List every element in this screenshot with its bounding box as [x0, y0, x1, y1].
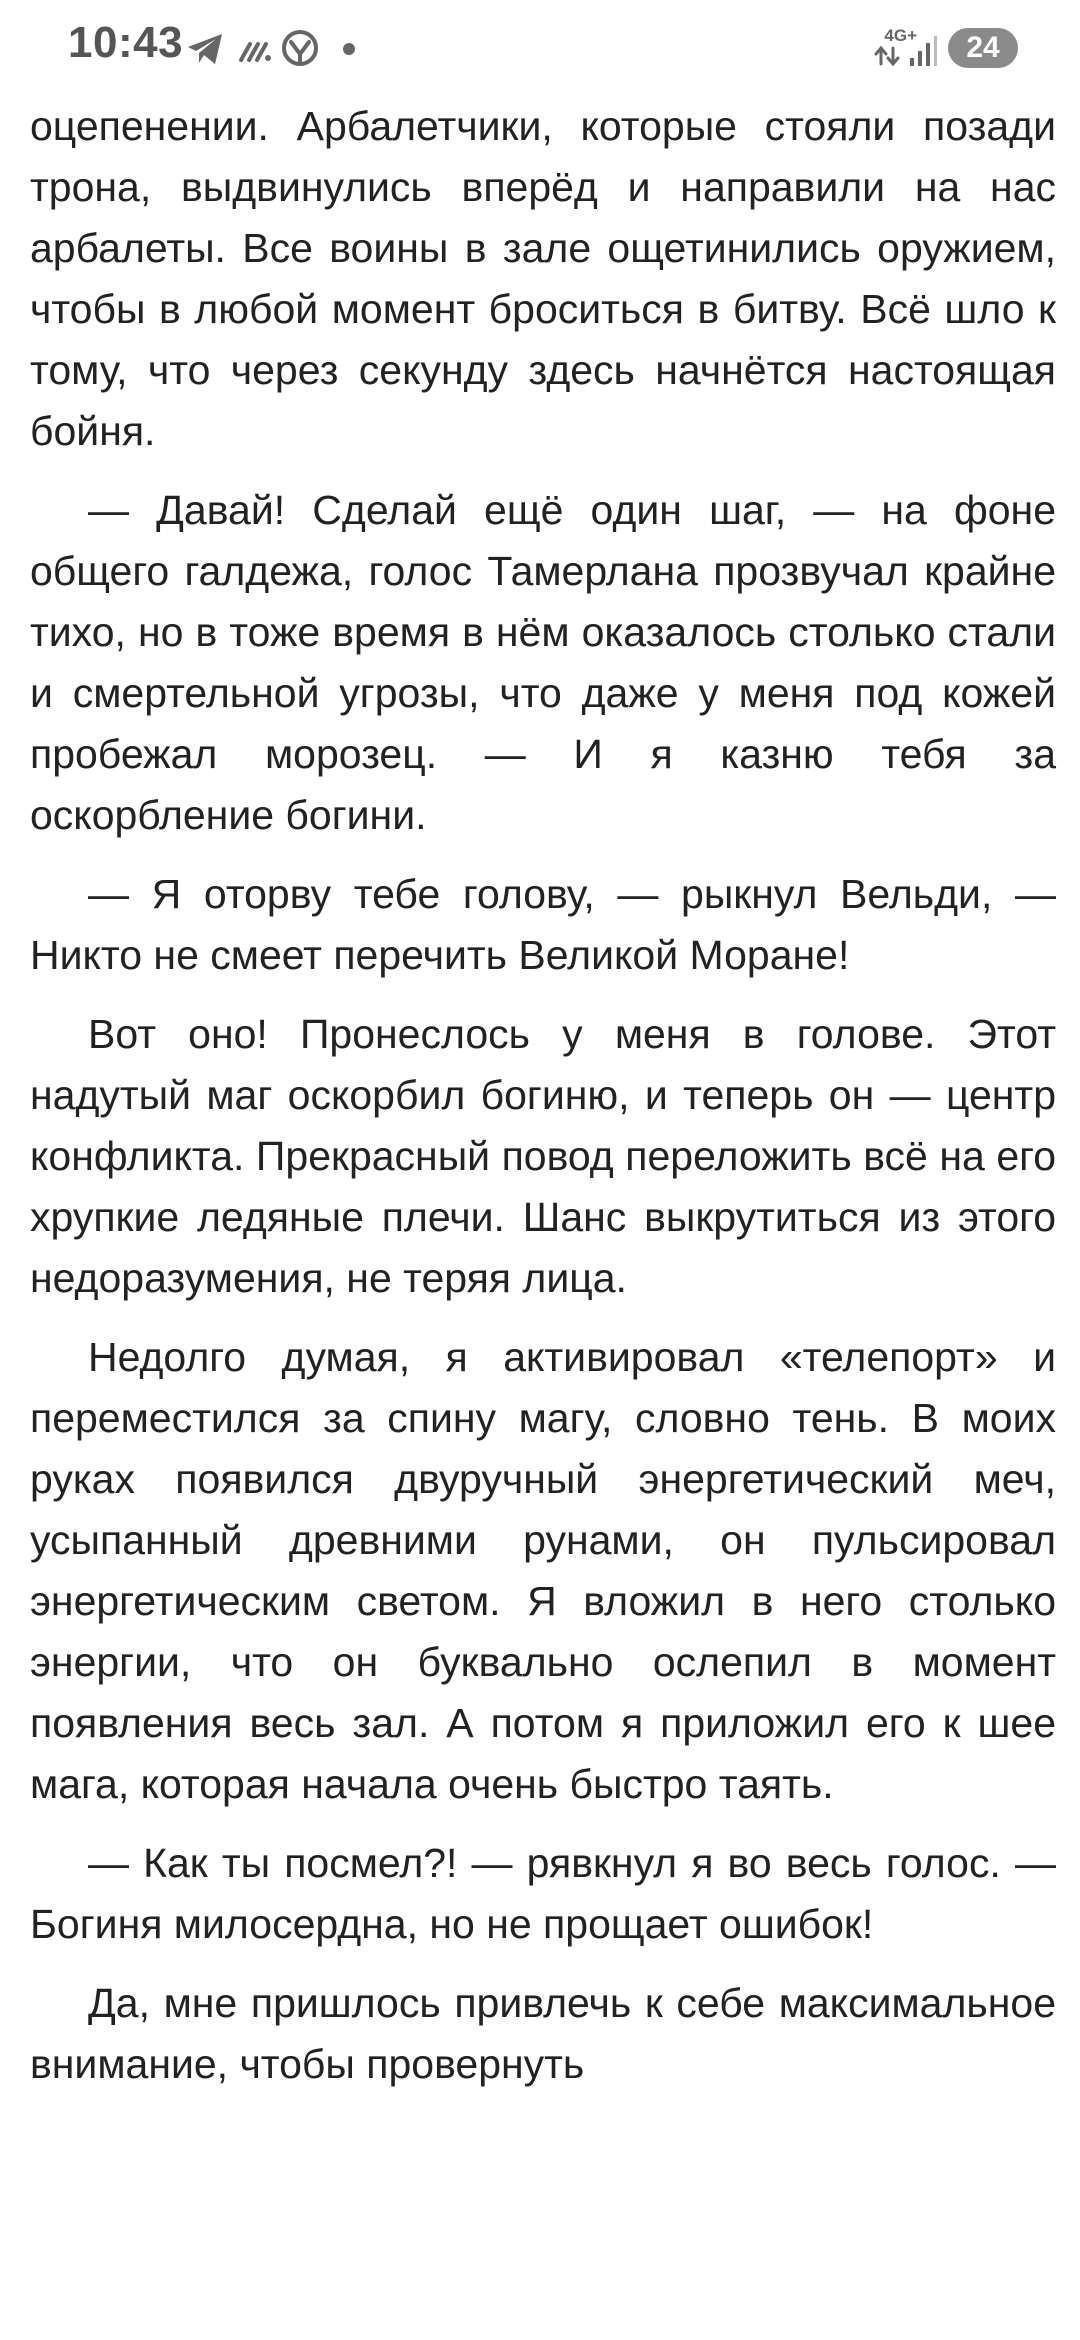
paragraph: оцепенении. Арбалетчики, которые стояли позади трона, выдвинулись вперёд и направили на нас арбалеты. Все воины в зале ощетинились оружием, чтобы в любой момент броситься в битву. Всё шло к тому, что через секунду здесь начнётся настоящая бойня. [30, 103, 1056, 454]
data-arrows-icon [874, 46, 900, 90]
reader-content [30, 96, 1056, 2113]
telegram-icon [186, 32, 224, 76]
battery-icon: 24 [948, 28, 1018, 68]
paragraph: Да, мне пришлось привлечь к себе максимальное внимание, чтобы провернуть [30, 1980, 1056, 2087]
status-clock: 10:43 [68, 18, 184, 67]
paragraph: Вот оно! Пронеслось у меня в голове. Этот надутый маг оскорбил богиню, и теперь он — центр конфликта. Прекрасный повод переложить всё на его хрупкие ледяные плечи. Шанс выкрутиться из этого недоразумения, не теряя лица. [30, 1011, 1056, 1301]
paragraph: Недолго думая, я активировал «телепорт» и переместился за спину магу, словно тень. В моих руках появился двуручный энергетический меч, усыпанный древними рунами, он пульсировал энергетическим светом. Я вложил в него столько энергии, что он буквально ослепил в момент появления весь зал. А потом я приложил его к шее мага, которая начала очень быстро таять. [30, 1334, 1056, 1807]
paragraph: — Я оторву тебе голову, — рыкнул Вельди, — Никто не смеет перечить Великой Моране! [30, 871, 1056, 978]
network-type-label: 4G+ [884, 26, 917, 45]
app-notification-icon [280, 28, 320, 72]
dot-icon [342, 42, 356, 86]
paragraph: — Как ты посмел?! — рявкнул я во весь голос. — Богиня милосердна, но не прощает ошибок! [30, 1840, 1056, 1947]
signal-dash-icon [238, 36, 272, 80]
status-bar [0, 0, 1080, 100]
paragraph: — Давай! Сделай ещё один шаг, — на фоне общего галдежа, голос Тамерлана прозвучал крайне тихо, но в тоже время в нём оказалось столько стали и смертельной угрозы, что даже у меня под кожей пробежал морозец. — И я казню тебя за оскорбление богини. [30, 487, 1056, 838]
cell-signal-icon [908, 34, 938, 78]
